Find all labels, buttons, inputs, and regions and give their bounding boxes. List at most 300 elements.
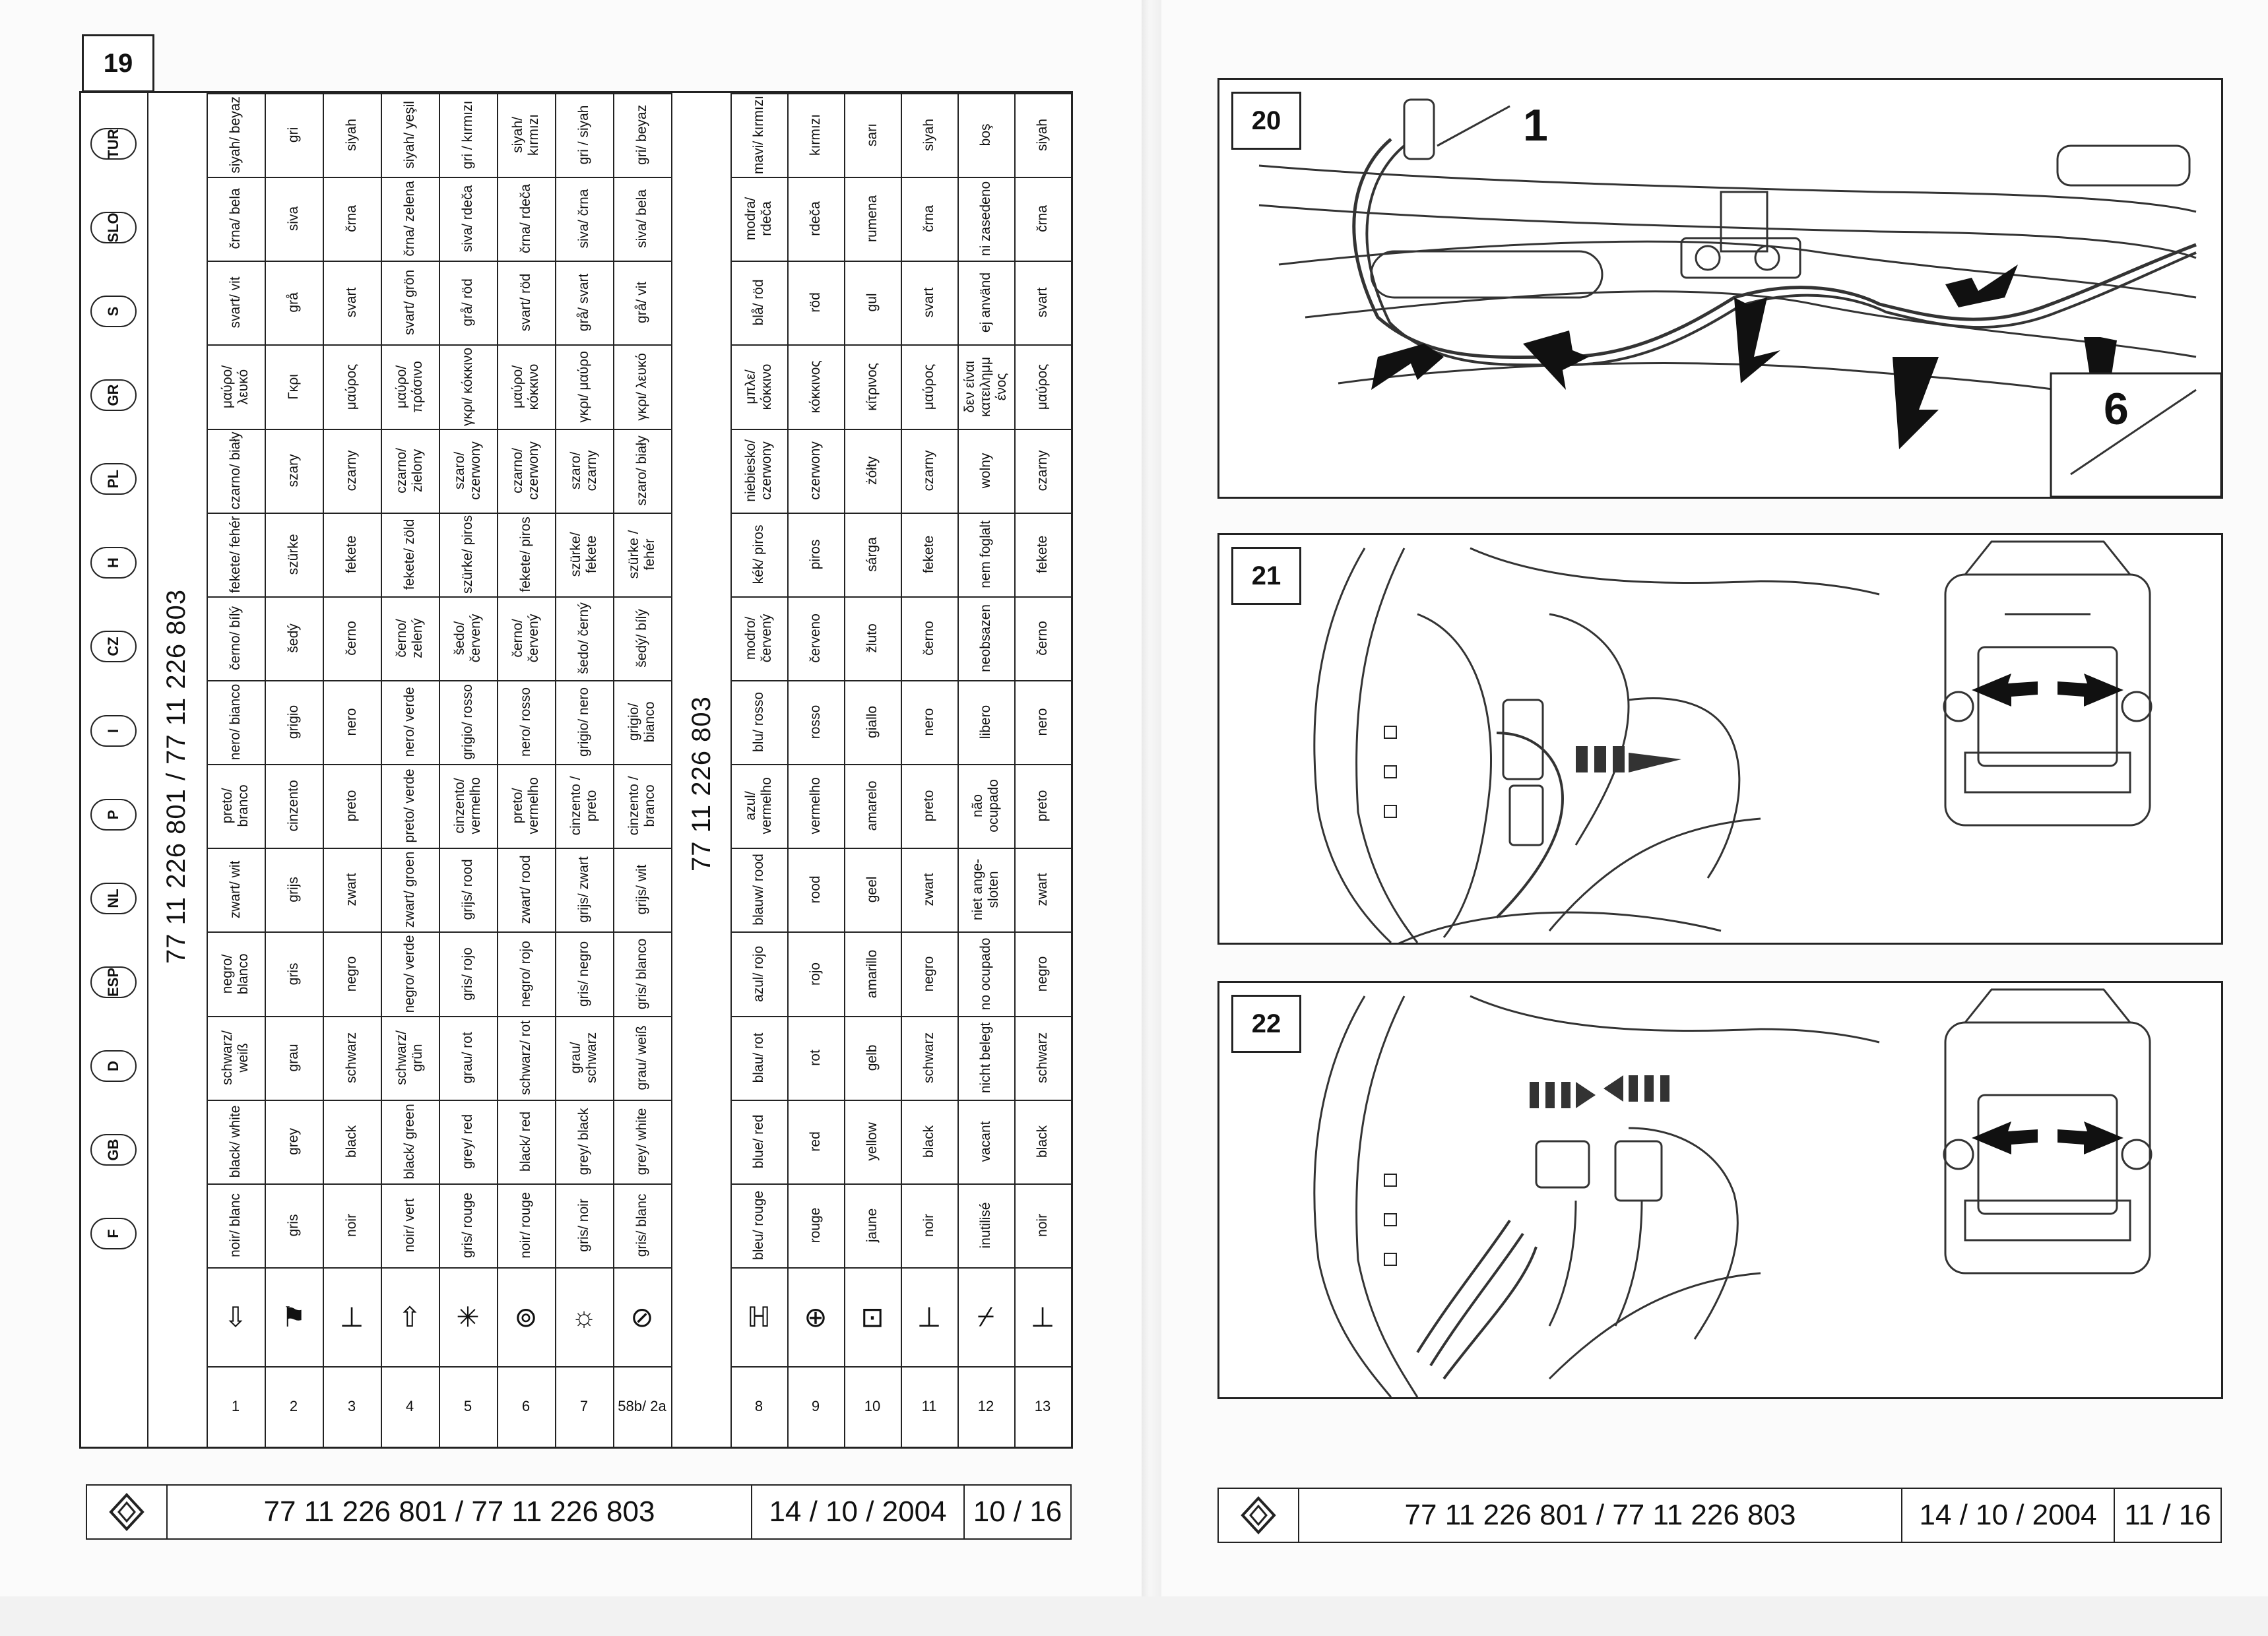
table-rule (207, 344, 671, 346)
page-badge: 19 (82, 34, 154, 92)
table-cell: fekete/ zöld (401, 519, 417, 590)
table-rule (730, 764, 1071, 765)
table-rule (207, 764, 671, 765)
table-cell: modro/ červený (742, 614, 774, 663)
table-cell: rood (807, 875, 823, 904)
table-cell: amarelo (864, 780, 880, 831)
table-rule (207, 596, 671, 598)
table-cell: rouge (807, 1207, 823, 1243)
table-cell: ni zasedeno (977, 181, 993, 257)
table-cell: černo (343, 621, 359, 656)
table-rule (901, 93, 902, 1447)
pin-symbol-icon: ✳ (456, 1301, 480, 1333)
table-cell: grijs (285, 877, 301, 903)
pin-number: 3 (347, 1398, 356, 1414)
table-rule (730, 596, 1071, 598)
table-cell: czarno/ zielony (393, 447, 425, 493)
table-cell: μαύρος (343, 363, 359, 410)
table-cell: cinzento / preto (567, 776, 599, 836)
pin-number: 9 (811, 1398, 820, 1414)
table-cell: sarı (864, 123, 880, 147)
table-cell: azul/ vermelho (742, 777, 774, 834)
table-cell: nem foglalt (977, 520, 993, 588)
table-cell: grigio/ nero (575, 687, 591, 757)
table-rule (207, 177, 671, 178)
table-cell: nero (343, 708, 359, 736)
table-cell: black (343, 1125, 359, 1158)
table-cell: blue/ red (750, 1114, 766, 1169)
table-rule (207, 931, 671, 933)
table-cell: azul/ rojo (750, 945, 766, 1002)
table-cell: gris/ rojo (459, 947, 475, 1001)
table-cell: vermelho (807, 777, 823, 834)
table-cell: svart (921, 288, 936, 318)
table-cell: grijs/ zwart (575, 856, 591, 924)
table-cell: grau/ rot (459, 1032, 475, 1084)
pin-number: 2 (289, 1398, 298, 1414)
table-cell: black (921, 1125, 936, 1158)
language-badge-h: H (90, 547, 137, 579)
table-cell: zwart/ groen (401, 852, 417, 928)
table-cell: niebiesko/ czerwony (742, 439, 774, 502)
table-rule (730, 1100, 1071, 1101)
table-rule (787, 93, 789, 1447)
table-cell: czerwony (807, 441, 823, 500)
table-rule (207, 1183, 671, 1185)
table-cell: svart/ röd (517, 274, 533, 332)
table-cell: γκρι/ μαύρο (575, 350, 591, 423)
table-cell: γκρι/ κόκκινο (459, 347, 475, 426)
part-numbers-vertical: 77 11 226 801 / 77 11 226 803 (162, 588, 191, 964)
table-cell: blauw/ rood (750, 854, 766, 926)
table-rule (730, 931, 1071, 933)
table-rule (381, 93, 382, 1447)
table-cell: zwart (343, 873, 359, 906)
table-cell: inutilisé (977, 1202, 993, 1249)
table-cell: blau/ rot (750, 1032, 766, 1083)
table-cell: grigio/ bianco (626, 701, 657, 743)
figure-number: 20 (1231, 92, 1301, 150)
table-cell: preto (921, 790, 936, 822)
table-cell: grå/ svart (575, 274, 591, 332)
table-cell: svart (1034, 288, 1050, 318)
table-cell: wolny (977, 453, 993, 488)
table-cell: black/ white (227, 1105, 243, 1178)
table-cell: černo/ bílý (227, 606, 243, 670)
figure-21-drawing (1219, 535, 2221, 943)
figure-21 (1217, 533, 2223, 945)
table-cell: siva/ bela (633, 189, 649, 249)
table-cell: czarny (343, 450, 359, 491)
table-cell: preto (1034, 790, 1050, 822)
footer-page: 10 / 16 (963, 1486, 1070, 1538)
language-badge-nl: NL (90, 883, 137, 914)
table-cell: szary (285, 454, 301, 488)
table-rule (730, 261, 1071, 262)
table-cell: siyah (343, 119, 359, 152)
table-cell: gri / kırmızı (459, 100, 475, 170)
table-cell: černo (921, 621, 936, 656)
table-rule (730, 93, 1071, 94)
table-cell: libero (977, 705, 993, 739)
table-cell: nicht belegt (977, 1022, 993, 1093)
table-rule (730, 848, 1071, 849)
table-rule (207, 1016, 671, 1017)
table-cell: bleu/ rouge (750, 1190, 766, 1260)
table-cell: černo/ červený (509, 614, 541, 663)
table-cell: preto/ verde (401, 769, 417, 843)
pin-symbol-icon: ⊥ (1030, 1301, 1055, 1333)
table-rule (730, 680, 1071, 681)
pin-symbol-icon: ⚑ (281, 1301, 306, 1333)
table-cell: rosso (807, 705, 823, 739)
pin-number: 11 (921, 1398, 937, 1414)
table-cell: cinzento / branco (626, 776, 657, 836)
table-cell: siyah/ kırmızı (509, 114, 541, 156)
table-rule (730, 513, 1071, 514)
table-rule (613, 93, 614, 1447)
table-rule (1014, 93, 1016, 1447)
table-cell: černo/ zelený (393, 618, 425, 658)
table-cell: gri/ beyaz (633, 105, 649, 166)
table-cell: grey/ red (459, 1114, 475, 1169)
table-cell: noir (1034, 1213, 1050, 1237)
table-cell: noir/ rouge (517, 1192, 533, 1259)
table-cell: szürke/ piros (459, 515, 475, 594)
table-cell: grau/ weiß (633, 1025, 649, 1090)
table-cell: noir/ vert (401, 1198, 417, 1253)
table-cell: negro (1034, 956, 1050, 991)
table-cell: nero/ verde (401, 687, 417, 757)
language-badge-gr: GR (90, 379, 137, 411)
pin-symbol-icon: ⊘ (630, 1301, 654, 1333)
table-rule (207, 848, 671, 849)
table-rule (207, 680, 671, 681)
renault-logo (1219, 1489, 1299, 1542)
language-badge-d: D (90, 1050, 137, 1082)
renault-logo (87, 1486, 168, 1538)
table-rule (730, 177, 1071, 178)
table-cell: šedo/ červený (451, 614, 483, 663)
table-cell: svart/ grön (401, 270, 417, 336)
pin-number: 8 (754, 1398, 763, 1414)
footer-right (1217, 1488, 2222, 1543)
table-cell: ej använd (977, 272, 993, 333)
pin-symbol-icon: ⌿ (977, 1300, 994, 1332)
table-cell: svart/ vit (227, 276, 243, 329)
pin-number: 12 (977, 1398, 994, 1414)
table-cell: grigio/ rosso (459, 684, 475, 760)
table-cell: niet ange- sloten (969, 859, 1001, 921)
table-cell: grey/ white (633, 1108, 649, 1176)
table-cell: schwarz (1034, 1032, 1050, 1083)
table-cell: noir (343, 1213, 359, 1237)
table-cell: rumena (864, 195, 880, 243)
table-cell: cinzento/ vermelho (451, 777, 483, 834)
table-cell: fekete (343, 535, 359, 573)
table-cell: fekete (1034, 535, 1050, 573)
pin-number: 10 (864, 1398, 881, 1414)
table-cell: grau/ schwarz (567, 1032, 599, 1083)
table-cell: szaro/ czarny (567, 450, 599, 491)
table-rule (207, 429, 671, 430)
table-rule (671, 93, 672, 1447)
table-cell: zwart (921, 873, 936, 906)
table-rule (730, 1183, 1071, 1185)
footer-page: 11 / 16 (2114, 1489, 2220, 1542)
table-cell: não ocupado (969, 779, 1001, 833)
table-rule (323, 93, 324, 1447)
table-cell: negro/ blanco (219, 953, 251, 994)
table-cell: črna/ zelena (401, 181, 417, 257)
table-cell: μαύρος (921, 363, 936, 410)
figure-number: 22 (1231, 995, 1301, 1053)
table-cell: šedý/ bílý (633, 609, 649, 668)
table-cell: grey (285, 1127, 301, 1155)
figure-20 (1217, 78, 2223, 499)
table-cell: siva/ rdeča (459, 185, 475, 253)
table-cell: szürke / fehér (626, 530, 657, 579)
table-cell: zwart/ wit (227, 861, 243, 919)
table-rule (207, 93, 208, 1447)
part-number-second-vertical: 77 11 226 803 (687, 696, 716, 871)
table-cell: zwart/ rood (517, 855, 533, 924)
table-cell: negro (921, 956, 936, 991)
pin-symbol-icon: ⇩ (224, 1301, 247, 1333)
table-cell: noir (921, 1213, 936, 1237)
table-cell: amarillo (864, 949, 880, 998)
table-cell: kırmızı (807, 114, 823, 156)
table-rule (497, 93, 498, 1447)
table-rule (207, 93, 671, 94)
table-cell: geel (864, 877, 880, 903)
language-badge-esp: ESP (90, 966, 137, 998)
table-cell: negro/ rojo (517, 940, 533, 1007)
table-cell: schwarz (343, 1032, 359, 1083)
language-badge-s: S (90, 296, 137, 327)
footer-part-numbers: 77 11 226 801 / 77 11 226 803 (1404, 1499, 1796, 1531)
pin-number: 13 (1034, 1398, 1051, 1414)
table-cell: schwarz (921, 1032, 936, 1083)
language-badge-pl: PL (90, 463, 137, 495)
table-cell: negro (343, 956, 359, 991)
page-fold (1142, 0, 1161, 1636)
table-cell: gris/ rouge (459, 1192, 475, 1259)
table-cell: grå (285, 292, 301, 313)
table-cell: Γκρι (285, 373, 301, 400)
table-cell: blå/ röd (750, 279, 766, 326)
table-cell: svart (343, 288, 359, 318)
table-cell: vacant (977, 1121, 993, 1162)
table-cell: no ocupado (977, 937, 993, 1010)
pin-symbol-icon: ⊕ (804, 1301, 827, 1333)
table-cell: noir/ blanc (227, 1193, 243, 1257)
table-cell: żółty (864, 456, 880, 485)
table-rule (555, 93, 556, 1447)
table-cell: zwart (1034, 873, 1050, 906)
table-cell: gris/ blanc (633, 1193, 649, 1257)
table-cell: negro/ verde (401, 935, 417, 1013)
table-cell: črna (343, 205, 359, 233)
language-badge-gb: GB (90, 1134, 137, 1166)
bottom-edge (0, 1596, 2268, 1636)
table-cell: preto (343, 790, 359, 822)
table-rule (730, 1016, 1071, 1017)
table-cell: μαύρο/ κόκκινο (509, 363, 541, 410)
table-cell: siyah/ yeşil (401, 101, 417, 169)
table-cell: red (807, 1131, 823, 1152)
table-cell: sárga (864, 537, 880, 572)
table-cell: šedo/ černý (575, 602, 591, 674)
table-cell: fekete/ piros (517, 517, 533, 592)
table-cell: gul (864, 293, 880, 312)
table-cell: gris/ negro (575, 941, 591, 1007)
table-cell: nero/ rosso (517, 687, 533, 757)
pin-number: 1 (231, 1398, 240, 1414)
table-cell: rot (807, 1049, 823, 1066)
table-cell: δεν είναι κατειλημμ ένος (961, 356, 1010, 417)
figure-number: 21 (1231, 547, 1301, 605)
table-cell: mavi/ kırmızı (750, 96, 766, 175)
table-cell: μπλε/ κόκκινο (742, 363, 774, 410)
table-cell: grå/ röd (459, 278, 475, 327)
table-cell: grå/ vit (633, 282, 649, 324)
table-cell: black (1034, 1125, 1050, 1158)
table-cell: rdeča (807, 201, 823, 236)
table-cell: giallo (864, 706, 880, 739)
table-cell: czarno/ biały (227, 431, 243, 510)
table-cell: siyah (1034, 119, 1050, 152)
table-rule (957, 93, 959, 1447)
table-cell: grijs/ rood (459, 859, 475, 920)
table-cell: γκρι/ λευκό (633, 352, 649, 421)
table-rule (1071, 93, 1072, 1447)
table-cell: boş (977, 123, 993, 146)
table-cell: μαύρο/ πράσινο (393, 360, 425, 413)
table-cell: modra/ rdeča (742, 197, 774, 241)
table-cell: czarno/ czerwony (509, 441, 541, 500)
language-badge-tur: TUR (90, 128, 137, 160)
table-cell: črna/ rdeča (517, 184, 533, 254)
table-cell: czarny (921, 450, 936, 491)
table-cell: czarny (1034, 450, 1050, 491)
table-cell: μαύρος (1034, 363, 1050, 410)
table-cell: siva/ črna (575, 189, 591, 249)
table-rule (730, 429, 1071, 430)
language-badge-p: P (90, 799, 137, 831)
table-cell: szaro/ czerwony (451, 441, 483, 500)
pin-number: 58b/ 2a (618, 1398, 666, 1414)
table-cell: szürke (285, 534, 301, 575)
wiring-color-table (79, 91, 1073, 1449)
figure-22 (1217, 981, 2223, 1399)
table-cell: schwarz/ grün (393, 1030, 425, 1085)
pin-symbol-icon: ℍ (747, 1301, 771, 1333)
table-cell: κίτρινος (864, 362, 880, 411)
table-cell: cinzento (285, 780, 301, 832)
table-cell: schwarz/ weiß (219, 1030, 251, 1085)
table-cell: preto/ vermelho (509, 777, 541, 834)
language-badge-f: F (90, 1218, 137, 1249)
table-cell: žluto (864, 623, 880, 653)
pin-number: 6 (521, 1398, 531, 1414)
table-cell: siyah/ beyaz (227, 96, 243, 173)
pin-symbol-icon: ☼ (571, 1301, 597, 1332)
table-cell: grey/ black (575, 1108, 591, 1176)
table-cell: šedý (285, 623, 301, 653)
table-cell: kék/ piros (750, 524, 766, 584)
figure-22-drawing (1219, 983, 2221, 1397)
table-cell: piros (807, 539, 823, 570)
pin-number: 7 (579, 1398, 589, 1414)
callout-1: 1 (1523, 100, 1548, 150)
figure-20-drawing (1219, 80, 2221, 497)
table-cell: gris (285, 1214, 301, 1237)
table-cell: gelb (864, 1044, 880, 1071)
table-cell: grau (285, 1044, 301, 1072)
table-cell: červeno (807, 614, 823, 663)
table-rule (730, 93, 732, 1447)
table-cell: jaune (864, 1208, 880, 1243)
table-rule (265, 93, 266, 1447)
pin-symbol-icon: ⊥ (917, 1301, 942, 1333)
table-cell: blu/ rosso (750, 692, 766, 753)
table-rule (207, 1100, 671, 1101)
table-cell: μαύρο/ λευκό (219, 365, 251, 408)
pin-number: 5 (463, 1398, 472, 1414)
table-cell: gris/ noir (575, 1199, 591, 1252)
table-cell: yellow (864, 1122, 880, 1161)
pin-symbol-icon: ⊚ (514, 1301, 538, 1333)
table-cell: siva (285, 206, 301, 232)
language-badge-i: I (90, 715, 137, 747)
callout-6: 6 (2104, 384, 2129, 434)
table-cell: črna (921, 205, 936, 233)
pin-symbol-icon: ⇧ (398, 1301, 422, 1333)
table-cell: rojo (807, 962, 823, 986)
table-rule (730, 344, 1071, 346)
pin-symbol-icon: ⊡ (860, 1301, 884, 1333)
table-cell: szürke/ fekete (567, 532, 599, 577)
table-cell: gri / siyah (575, 105, 591, 165)
table-cell: black/ green (401, 1104, 417, 1180)
footer-left (86, 1484, 1072, 1540)
table-cell: fekete/ fehér (227, 515, 243, 593)
table-cell: preto/ branco (219, 784, 251, 827)
table-cell: gris/ blanco (633, 938, 649, 1009)
table-rule (207, 513, 671, 514)
pin-number: 4 (405, 1398, 414, 1414)
table-cell: neobsazen (977, 604, 993, 672)
table-cell: černo (1034, 621, 1050, 656)
table-cell: schwarz/ rot (517, 1020, 533, 1095)
table-cell: black/ red (517, 1111, 533, 1172)
pin-symbol-icon: ⊥ (339, 1301, 364, 1333)
table-cell: κόκκινος (807, 360, 823, 413)
table-cell: nero (1034, 708, 1050, 736)
table-rule (207, 261, 671, 262)
table-cell: röd (807, 292, 823, 313)
table-cell: grijs/ wit (633, 864, 649, 915)
footer-date: 14 / 10 / 2004 (1901, 1489, 2114, 1542)
table-cell: črna (1034, 205, 1050, 233)
table-rule (147, 93, 148, 1447)
table-cell: gris (285, 962, 301, 985)
table-rule (439, 93, 440, 1447)
table-cell: gri (285, 127, 301, 143)
table-cell: črna/ bela (227, 188, 243, 249)
table-cell: grigio (285, 705, 301, 739)
